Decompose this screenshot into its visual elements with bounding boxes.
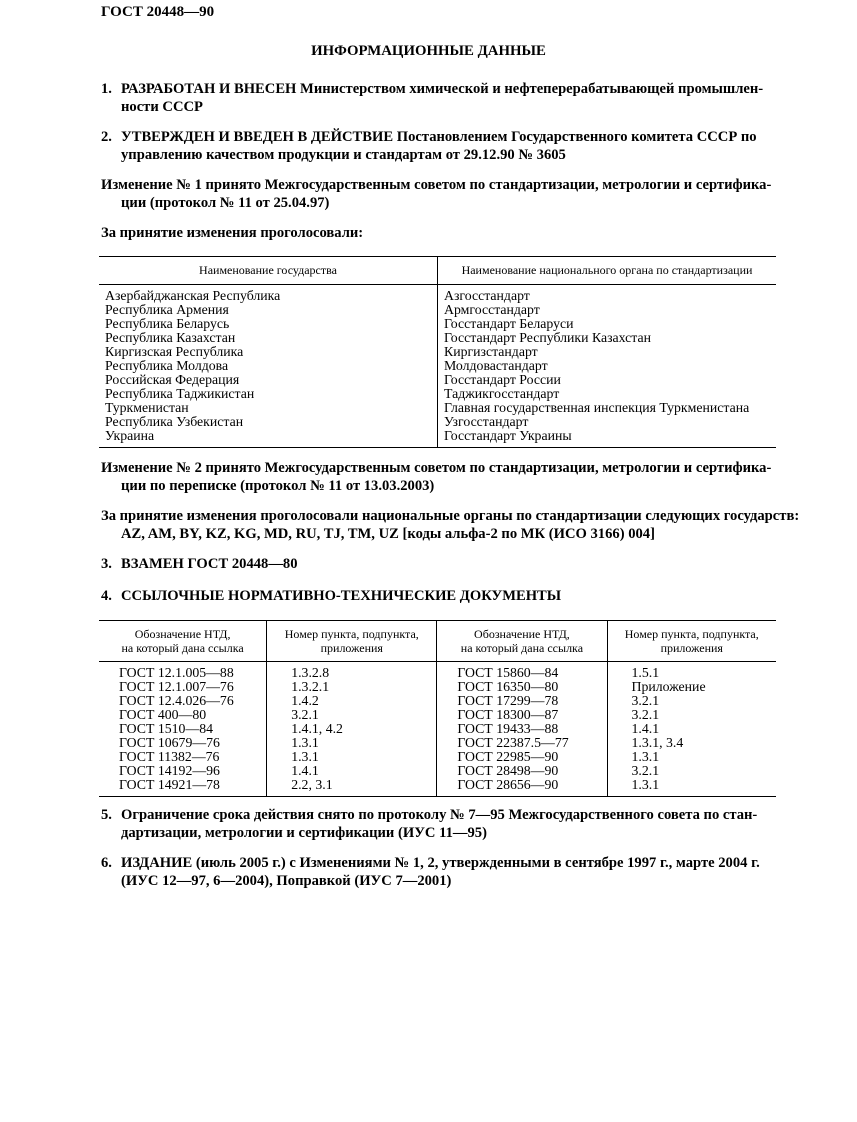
organ-cell: Армгосстандарт (444, 302, 540, 317)
table-row (99, 359, 776, 373)
item-6-line1: ИЗДАНИЕ (июль 2005 г.) с Изменениями № 1, 2, утвержденными в сентябре 1997 г., марте 2004 г. (121, 855, 760, 871)
clause-cell: 3.2.1 (631, 763, 660, 778)
state-cell: Российская Федерация (99, 373, 438, 387)
document-cell: ГОСТ 10679—76 (99, 736, 267, 750)
table-header-row (99, 257, 776, 285)
document-cell: ГОСТ 16350—80 (437, 680, 607, 694)
column-header-document (99, 621, 267, 662)
item-1-text-line2: ности СССР (121, 99, 203, 115)
column-header-clause (607, 621, 776, 662)
clause-cell: 1.4.1 (267, 764, 437, 778)
document-cell: ГОСТ 22387.5—77 (437, 736, 607, 750)
document-cell: ГОСТ 28498—90 (437, 764, 607, 778)
table-row (99, 778, 776, 797)
column-header-document (437, 621, 607, 662)
item-2-heading: УТВЕРЖДЕН И ВВЕДЕН В ДЕЙСТВИЕ (121, 129, 394, 145)
item-3-number: 3. (101, 556, 112, 572)
item-2 (101, 128, 781, 164)
voting-table (99, 256, 776, 448)
item-6-line2: (ИУС 12—97, 6—2004), Поправкой (ИУС 7—2001) (121, 873, 452, 889)
table-row (99, 285, 776, 304)
clause-cell: 1.3.2.8 (267, 662, 437, 681)
header-line: Номер пункта, подпункта, (624, 627, 759, 641)
references-table (99, 620, 776, 797)
header-line: приложения (660, 641, 723, 655)
organ-cell: Госстандарт Беларуси (444, 316, 574, 331)
organ-cell: Госстандарт Украины (444, 428, 572, 443)
clause-cell: 3.2.1 (267, 708, 437, 722)
change-2 (101, 459, 791, 495)
organ-cell: Госстандарт России (444, 372, 561, 387)
item-2-text-line1: Постановлением Государственного комитета СССР по (393, 129, 757, 145)
organ-cell: Азгосстандарт (444, 288, 530, 303)
header-line: Номер пункта, подпункта, (284, 627, 419, 641)
item-2-number: 2. (101, 129, 112, 145)
header-line: Обозначение НТД, (134, 627, 231, 641)
clause-cell: Приложение (631, 679, 706, 694)
item-1 (101, 80, 781, 116)
state-cell: Республика Беларусь (99, 317, 438, 331)
item-4-text: ССЫЛОЧНЫЕ НОРМАТИВНО-ТЕХНИЧЕСКИЕ ДОКУМЕНТЫ (121, 588, 562, 604)
document-cell: ГОСТ 12.1.007—76 (99, 680, 267, 694)
item-4-number: 4. (101, 588, 112, 604)
document-cell: ГОСТ 11382—76 (99, 750, 267, 764)
table-row (99, 373, 776, 387)
table-row (99, 331, 776, 345)
item-4 (101, 587, 561, 605)
change-1 (101, 176, 791, 212)
table-row (99, 345, 776, 359)
table-row (99, 708, 776, 722)
column-header-clause (267, 621, 437, 662)
state-cell: Республика Армения (99, 303, 438, 317)
table-row (99, 680, 776, 694)
clause-cell: 1.3.1 (631, 777, 660, 792)
item-6 (101, 854, 801, 890)
table-row (99, 694, 776, 708)
table-header-row (99, 621, 776, 662)
item-3 (101, 555, 298, 573)
table-row (99, 764, 776, 778)
table-row (99, 317, 776, 331)
item-5-number: 5. (101, 807, 112, 823)
document-cell: ГОСТ 14921—78 (99, 778, 267, 797)
clause-cell: 1.5.1 (631, 665, 660, 680)
item-5 (101, 806, 791, 842)
change-1-line2: ции (протокол № 11 от 25.04.97) (121, 195, 330, 211)
voted-2-line2: AZ, AM, BY, KZ, KG, MD, RU, TJ, TM, UZ [коды альфа-2 по МК (ИСО 3166) 004] (121, 526, 655, 542)
change-2-line1: Изменение № 2 принято Межгосударственным советом по стандартизации, метрологии и сертифика- (101, 460, 772, 476)
state-cell: Республика Молдова (99, 359, 438, 373)
table-row (99, 415, 776, 429)
document-cell: ГОСТ 18300—87 (437, 708, 607, 722)
organ-cell: Киргизстандарт (444, 344, 538, 359)
clause-cell: 2.2, 3.1 (267, 778, 437, 797)
document-cell: ГОСТ 1510—84 (99, 722, 267, 736)
clause-cell: 1.4.1, 4.2 (267, 722, 437, 736)
item-2-text-line2: управлению качеством продукции и стандартам от 29.12.90 № 3605 (121, 147, 566, 163)
item-1-heading: РАЗРАБОТАН И ВНЕСЕН (121, 81, 297, 97)
clause-cell: 1.4.2 (267, 694, 437, 708)
column-header-organ: Наименование национального органа по стандартизации (438, 257, 777, 285)
organ-cell: Таджикгосстандарт (444, 386, 560, 401)
state-cell: Украина (99, 429, 438, 448)
table-row (99, 736, 776, 750)
organ-cell: Молдовастандарт (444, 358, 548, 373)
clause-cell: 3.2.1 (631, 693, 660, 708)
table-row (99, 401, 776, 415)
clause-cell: 1.3.1, 3.4 (631, 735, 684, 750)
item-5-line1: Ограничение срока действия снято по протоколу № 7—95 Межгосударственного совета по стан- (121, 807, 758, 823)
clause-cell: 1.3.2.1 (267, 680, 437, 694)
voted-label: За принятие изменения проголосовали: (101, 225, 364, 241)
item-3-text: ВЗАМЕН ГОСТ 20448—80 (121, 556, 298, 572)
item-5-line2: дартизации, метрологии и сертификации (ИУС 11—95) (121, 825, 487, 841)
organ-cell: Главная государственная инспекция Туркменистана (444, 400, 750, 415)
header-line: на который дана ссылка (460, 641, 584, 655)
document-cell: ГОСТ 28656—90 (437, 778, 607, 797)
document-cell: ГОСТ 14192—96 (99, 764, 267, 778)
voted-2 (101, 507, 801, 543)
table-row (99, 303, 776, 317)
table-row (99, 750, 776, 764)
column-header-state: Наименование государства (99, 257, 438, 285)
standard-header: ГОСТ 20448—90 (101, 4, 215, 20)
clause-cell: 1.3.1 (631, 749, 660, 764)
table-row (99, 429, 776, 448)
clause-cell: 1.4.1 (631, 721, 660, 736)
state-cell: Республика Таджикистан (99, 387, 438, 401)
table-row (99, 387, 776, 401)
state-cell: Азербайджанская Республика (99, 285, 438, 304)
header-line: на который дана ссылка (121, 641, 244, 655)
table-row (99, 662, 776, 681)
voted-2-line1: За принятие изменения проголосовали национальные органы по стандартизации следующих государств: (101, 508, 800, 524)
state-cell: Туркменистан (99, 401, 438, 415)
change-1-line1: Изменение № 1 принято Межгосударственным советом по стандартизации, метрологии и сертифика- (101, 177, 772, 193)
clause-cell: 3.2.1 (631, 707, 660, 722)
item-1-text-line1: Министерством химической и нефтеперерабатывающей промышлен- (296, 81, 764, 97)
change-2-line2: ции по переписке (протокол № 11 от 13.03.2003) (121, 478, 435, 494)
clause-cell: 1.3.1 (267, 750, 437, 764)
state-cell: Республика Узбекистан (99, 415, 438, 429)
page-title: ИНФОРМАЦИОННЫЕ ДАННЫЕ (311, 43, 546, 59)
document-cell: ГОСТ 400—80 (99, 708, 267, 722)
table-row (99, 722, 776, 736)
document-cell: ГОСТ 12.1.005—88 (99, 662, 267, 681)
organ-cell: Госстандарт Республики Казахстан (444, 330, 652, 345)
document-cell: ГОСТ 22985—90 (437, 750, 607, 764)
state-cell: Киргизская Республика (99, 345, 438, 359)
document-cell: ГОСТ 12.4.026—76 (99, 694, 267, 708)
item-1-number: 1. (101, 81, 112, 97)
organ-cell: Узгосстандарт (444, 414, 529, 429)
document-cell: ГОСТ 17299—78 (437, 694, 607, 708)
document-cell: ГОСТ 19433—88 (437, 722, 607, 736)
state-cell: Республика Казахстан (99, 331, 438, 345)
header-line: приложения (320, 641, 383, 655)
document-cell: ГОСТ 15860—84 (437, 662, 607, 681)
item-6-number: 6. (101, 855, 112, 871)
header-line: Обозначение НТД, (474, 627, 570, 641)
clause-cell: 1.3.1 (267, 736, 437, 750)
